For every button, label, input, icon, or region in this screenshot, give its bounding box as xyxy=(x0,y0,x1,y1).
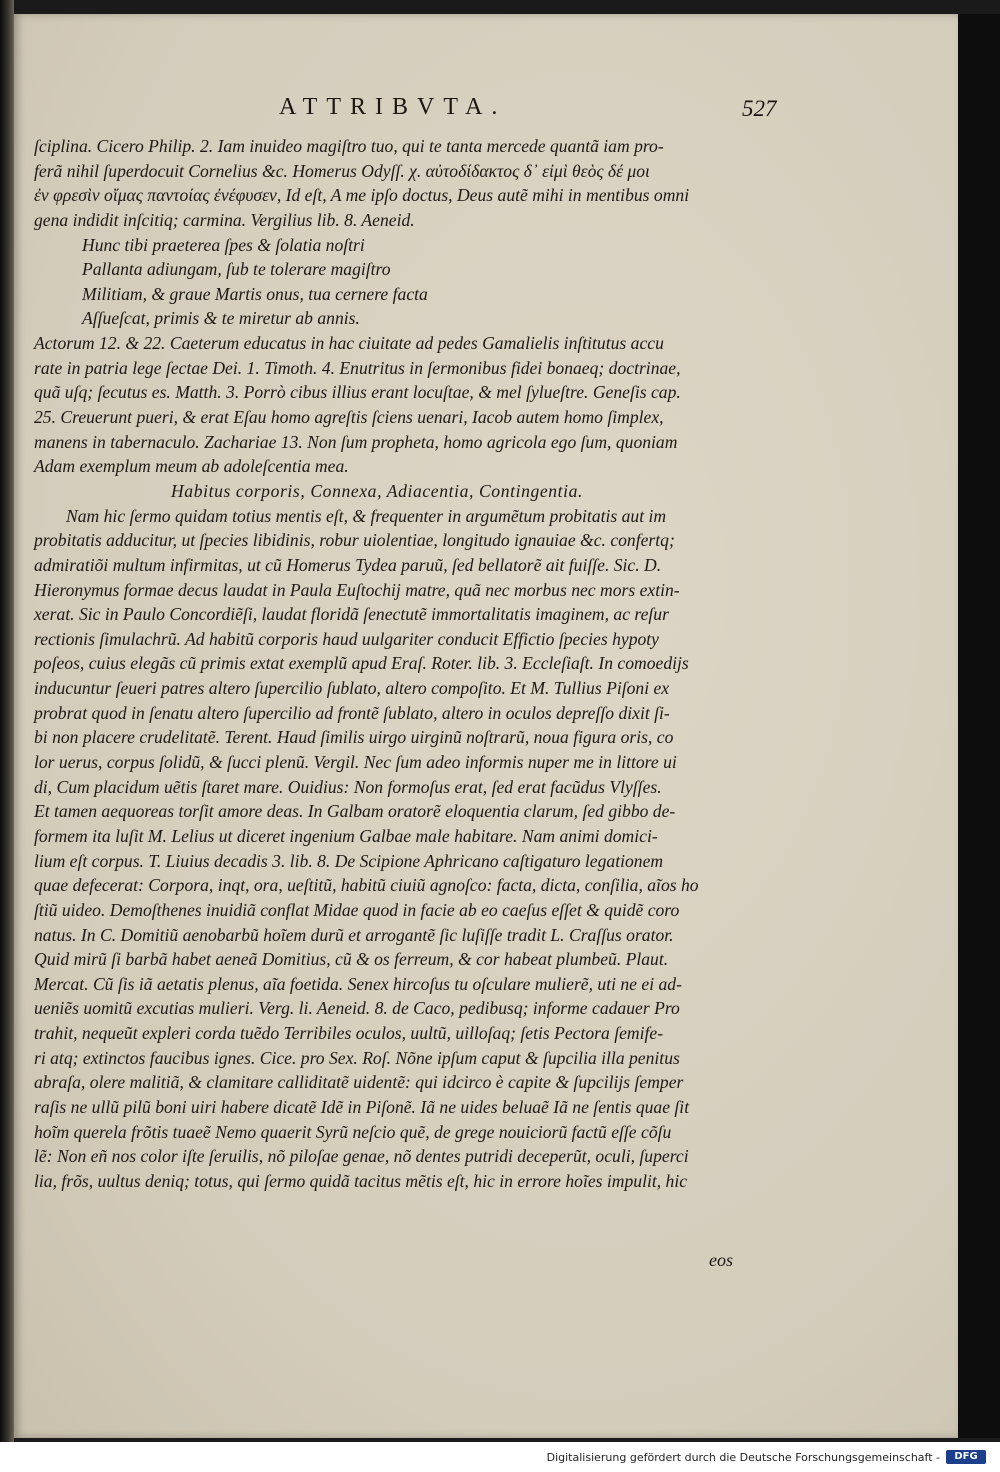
book-gutter xyxy=(0,0,14,1442)
text-line: Militiam, & graue Martis onus, tua cernere facta xyxy=(82,283,428,304)
text-line: lium eſt corpus. T. Liuius decadis 3. lib. 8. De Scipione Aphricano caſtigaturo legationem xyxy=(34,850,664,871)
text-line: Adam exemplum meum ab adoleſcentia mea. xyxy=(34,456,349,477)
text-line: probitatis adducitur, ut ſpecies libidinis, robur uiolentiae, longitudo ignauiae &c. confertq; xyxy=(34,530,675,551)
text-line: quae defecerat: Corpora, inqt, ora, ueſtitũ, habitũ ciuiũ agnoſco: facta, dicta, conſilia, aĩos ho xyxy=(34,875,699,896)
text-line: inducuntur ſeueri patres altero ſupercilio ſublato, altero compoſito. Et M. Tullius Piſoni ex xyxy=(34,678,670,699)
text-line: bi non placere crudelitatẽ. Terent. Haud ſimilis uirgo uirginũ noſtrarũ, noua figura oris, co xyxy=(34,727,674,748)
text-line: Actorum 12. & 22. Caeterum educatus in hac ciuitate ad pedes Gamalielis inſtitutus accu xyxy=(34,333,664,354)
text-line: Quid mirũ ſi barbã habet aeneã Domitius, cũ & os ferreum, & cor habeat plumbeũ. Plaut. xyxy=(34,949,669,970)
text-line: natus. In C. Domitiũ aenobarbũ hoĩem durũ et arrogantẽ ſic luſiſſe tradit L. Craſſus orator. xyxy=(34,924,674,945)
text-line: hoĩm querela frõtis tuaeẽ Nemo quaerit Syrũ neſcio quẽ, de grege nouiciorũ factũ eſſe cõſu xyxy=(34,1121,672,1142)
page-number: 527 xyxy=(742,96,777,121)
text-line: quã uſq; ſecutus es. Matth. 3. Porrò cibus illius erant locuſtae, & mel ſylueſtre. Geneſis cap. xyxy=(34,382,681,403)
text-line: trahit, nequeũt expleri corda tuẽdo Terribiles oculos, uultũ, uilloſaq; ſetis Pectora ſemife- xyxy=(34,1023,664,1044)
text-line: Nam hic ſermo quidam totius mentis eſt, & frequenter in argumẽtum probitatis aut im xyxy=(66,505,667,526)
dfg-logo: DFG xyxy=(946,1450,986,1464)
footer-bar xyxy=(0,1442,1000,1472)
section-heading: Habitus corporis, Connexa, Adiacentia, Contingentia. xyxy=(171,480,584,501)
page-header xyxy=(14,94,958,130)
text-line: ſtiũ uideo. Demoſthenes inuidiã conflat Midae quod in facie ab eo caeſus eſſet & quidẽ coro xyxy=(34,899,680,920)
running-title: ATTRIBVTA. xyxy=(279,94,507,120)
text-line: lia, frõs, uultus deniq; totus, qui ſermo quidã tacitus mẽtis eſt, hic in errore hoĩes impulit, hic xyxy=(34,1170,688,1191)
text-line: ri atq; extinctos faucibus ignes. Cice. pro Sex. Roſ. Nõne ipſum caput & ſupcilia illa penitus xyxy=(34,1047,680,1068)
text-line: lor uerus, corpus ſolidũ, & ſucci plenũ. Vergil. Nec ſum adeo informis nuper me in littore ui xyxy=(34,752,677,773)
text-line: ueniẽs uomitũ excutias mulieri. Verg. li. Aeneid. 8. de Caco, pedibusq; informe cadauer Pro xyxy=(34,998,680,1019)
text-line: formem ita luſit M. Lelius ut diceret ingenium Galbae male habitare. Nam animi domici- xyxy=(34,825,658,846)
text-line: raſis ne ullũ pilũ boni uiri habere dicatẽ Idẽ in Piſonẽ. Iã ne uides beluaẽ Iã ne ſentis quae ſit xyxy=(34,1096,690,1117)
book-page xyxy=(14,14,958,1438)
text-line: abraſa, olere malitiã, & clamitare calliditatẽ uidentẽ: qui idcirco è capite & ſupcilijs ſemper xyxy=(34,1072,684,1093)
text-line: ſciplina. Cicero Philip. 2. Iam inuideo magiſtro tuo, qui te tanta mercede quantã iam pro- xyxy=(34,136,664,156)
text-line: di, Cum placidum uẽtis ſtaret mare. Ouidius: Non formoſus erat, ſed erat facũdus Vlyſſes. xyxy=(34,776,662,797)
text-line: Hunc tibi praeterea ſpes & ſolatia noſtri xyxy=(82,234,365,255)
text-line: Aſſueſcat, primis & te miretur ab annis. xyxy=(82,308,360,329)
catchword: eos xyxy=(709,1250,733,1270)
text-line: ἐν φρεσὶν οἴμας παντοίας ἐνέφυσεν, Id eſt, A me ipſo doctus, Deus autẽ mihi in mentibus omni xyxy=(34,185,690,206)
text-line: Mercat. Cũ ſis iã aetatis plenus, aĩa foetida. Senex hircoſus tu oſculare mulierẽ, uti ne ei ad- xyxy=(34,973,682,994)
text-line: rate in patria lege ſectae Dei. 1. Timoth. 4. Enutritus in ſermonibus fidei bonaeq; doctrinae, xyxy=(34,357,681,378)
text-line: manens in tabernaculo. Zachariae 13. Non ſum propheta, homo agricola ego ſum, quoniam xyxy=(34,431,678,452)
text-line: 25. Creuerunt pueri, & erat Eſau homo agreſtis ſciens uenari, Iacob autem homo ſimplex, xyxy=(34,407,664,428)
text-line: gena indidit inſcitiq; carmina. Vergilius lib. 8. Aeneid. xyxy=(34,209,415,230)
text-line: Et tamen aequoreas torſit amore deas. In Galbam oratorẽ eloquentia clarum, ſed gibbo de- xyxy=(34,801,676,822)
text-line: Pallanta adiungam, ſub te tolerare magiſtro xyxy=(82,259,391,280)
text-line: poſeos, cuius elegãs cũ primis extat exemplũ apud Eraſ. Roter. lib. 3. Eccleſiaſt. In comoedijs xyxy=(34,653,689,674)
funding-credit: Digitalisierung gefördert durch die Deutsche Forschungsgemeinschaft - xyxy=(546,1451,940,1464)
body-text xyxy=(34,134,794,1194)
text-line: probrat quod in ſenatu altero ſupercilio ad frontẽ ſublato, altero in oculos depreſſo dixit ſi- xyxy=(34,702,670,723)
text-line: admiratiõi multum infirmitas, ut cũ Homerus Tydea paruũ, ſed bellatorẽ ait fuiſſe. Sic. D. xyxy=(34,554,662,575)
text-line: Hieronymus formae decus laudat in Paula Euſtochij matre, quã nec morbus nec mors extin- xyxy=(34,579,680,600)
text-line: ferã nihil ſuperdocuit Cornelius &c. Homerus Odyſſ. χ. αὐτοδίδακτος δ᾽ εἰμὶ θεὸς δέ μοι xyxy=(34,160,650,181)
scan-border xyxy=(958,14,1000,1438)
text-line: xerat. Sic in Paulo Concordiẽſi, laudat floridã ſenectutẽ immortalitatis imaginem, ac reſur xyxy=(34,604,669,625)
text-line: rectionis ſimulachrũ. Ad habitũ corporis haud uulgariter conducit Effictio ſpecies hypoty xyxy=(34,628,659,649)
text-line: lẽ: Non eñ nos color iſte ſeruilis, nõ piloſae genae, nõ dentes putridi deceperũt, oculi, ſuperci xyxy=(34,1146,689,1167)
